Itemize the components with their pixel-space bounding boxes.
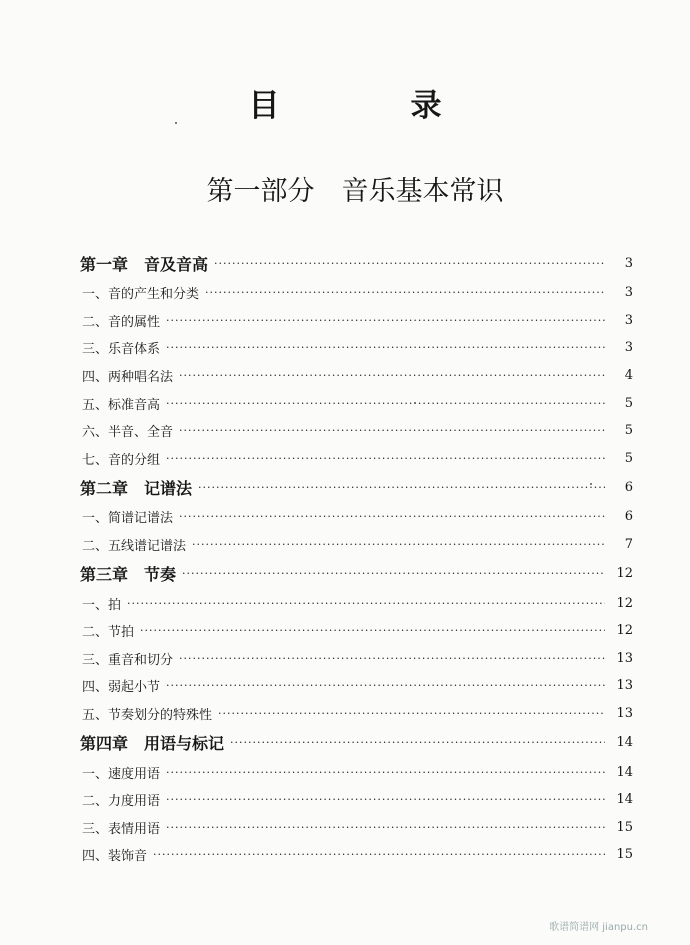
dot-leader: [166, 766, 605, 779]
scan-speck: [414, 402, 416, 404]
toc-title: 三、乐音体系: [82, 342, 161, 358]
dot-leader: [166, 314, 605, 327]
watermark: 歌谱简谱网 jianpu.cn: [549, 922, 648, 933]
dot-leader: [166, 452, 605, 465]
toc-title: 四、两种唱名法: [82, 370, 174, 386]
table-of-contents: [80, 248, 633, 869]
toc-title: 二、力度用语: [82, 794, 161, 810]
toc-page-number: 3: [624, 340, 633, 356]
toc-section[interactable]: [80, 700, 633, 728]
toc-section[interactable]: [80, 503, 633, 531]
toc-page-number: 6: [624, 480, 633, 496]
toc-page-number: 15: [616, 819, 633, 835]
dot-leader: [205, 286, 605, 299]
toc-title: 五、标准音高: [82, 397, 161, 413]
toc-section[interactable]: [80, 307, 633, 335]
toc-page-number: 5: [624, 423, 633, 439]
toc-section[interactable]: [80, 417, 633, 445]
dot-leader: [166, 679, 605, 692]
toc-page-number: 5: [624, 395, 633, 411]
toc-chapter[interactable]: [80, 727, 633, 758]
toc-page-number: 3: [624, 256, 633, 271]
dot-leader: [182, 567, 605, 580]
scan-speck: [175, 122, 177, 124]
dot-leader: [192, 538, 605, 551]
toc-title: 四、弱起小节: [82, 680, 161, 696]
dot-leader: [230, 736, 605, 749]
dot-leader: [179, 369, 605, 382]
part-title: 第一部分 音乐基本常识: [206, 176, 504, 207]
toc-title: 一、音的产生和分类: [82, 287, 200, 303]
dot-leader: [198, 481, 605, 494]
toc-page-number: 13: [616, 678, 633, 694]
toc-section[interactable]: [80, 589, 633, 617]
toc-section[interactable]: [80, 445, 633, 473]
toc-title: 三、重音和切分: [82, 652, 174, 668]
toc-section[interactable]: [80, 531, 633, 559]
toc-title: 第四章 用语与标记: [80, 734, 225, 754]
toc-page-number: 12: [616, 566, 633, 582]
dot-leader: [179, 424, 605, 437]
toc-page-number: 13: [616, 650, 633, 666]
toc-section[interactable]: [80, 645, 633, 673]
toc-section[interactable]: [80, 334, 633, 362]
toc-page-number: 14: [616, 764, 633, 780]
toc-page-number: 5: [624, 450, 633, 466]
toc-title: 五、节奏划分的特殊性: [82, 708, 213, 724]
toc-page-number: 4: [624, 368, 633, 384]
toc-page-number: 14: [616, 735, 633, 751]
toc-section[interactable]: [80, 758, 633, 786]
toc-section[interactable]: [80, 814, 633, 842]
toc-page-number: 6: [624, 509, 633, 525]
dot-leader: [179, 510, 605, 523]
toc-section[interactable]: [80, 672, 633, 700]
toc-title: 三、表情用语: [82, 821, 161, 837]
toc-page-number: 12: [616, 595, 633, 611]
toc-page-number: 3: [624, 312, 633, 328]
dot-leader: [214, 257, 605, 270]
dot-leader: [166, 821, 605, 834]
toc-title: 一、速度用语: [82, 766, 161, 782]
toc-section[interactable]: [80, 279, 633, 307]
toc-chapter[interactable]: [80, 248, 633, 279]
toc-section[interactable]: [80, 786, 633, 814]
toc-page-number: 7: [624, 537, 633, 553]
toc-title: 二、音的属性: [82, 314, 161, 330]
dot-leader: [127, 597, 605, 610]
toc-page-number: 13: [616, 706, 633, 722]
toc-page-number: 15: [616, 847, 633, 863]
toc-section[interactable]: [80, 362, 633, 390]
dot-leader: [166, 793, 605, 806]
toc-title: 第二章 记谱法: [80, 479, 193, 499]
dot-leader: [166, 341, 605, 354]
scan-speck: [590, 483, 592, 485]
toc-title: 四、装饰音: [82, 849, 148, 865]
toc-chapter[interactable]: [80, 558, 633, 589]
toc-page-number: 12: [616, 623, 633, 639]
toc-title: 六、半音、全音: [82, 425, 174, 441]
toc-title: 二、节拍: [82, 625, 135, 641]
page-title: 目 录: [248, 88, 492, 124]
toc-page-number: 3: [624, 285, 633, 301]
toc-section[interactable]: [80, 617, 633, 645]
toc-title: 第三章 节奏: [80, 565, 177, 585]
toc-chapter[interactable]: [80, 472, 633, 503]
toc-title: 第一章 音及音高: [80, 255, 209, 274]
dot-leader: [140, 624, 605, 637]
toc-title: 二、五线谱记谱法: [82, 539, 187, 555]
toc-title: 一、拍: [82, 597, 122, 613]
dot-leader: [166, 397, 605, 410]
dot-leader: [218, 707, 605, 720]
toc-page-number: 14: [616, 792, 633, 808]
toc-title: 一、简谱记谱法: [82, 511, 174, 527]
toc-section[interactable]: [80, 841, 633, 869]
dot-leader: [179, 652, 605, 665]
toc-title: 七、音的分组: [82, 452, 161, 468]
dot-leader: [153, 848, 605, 861]
toc-section[interactable]: [80, 389, 633, 417]
